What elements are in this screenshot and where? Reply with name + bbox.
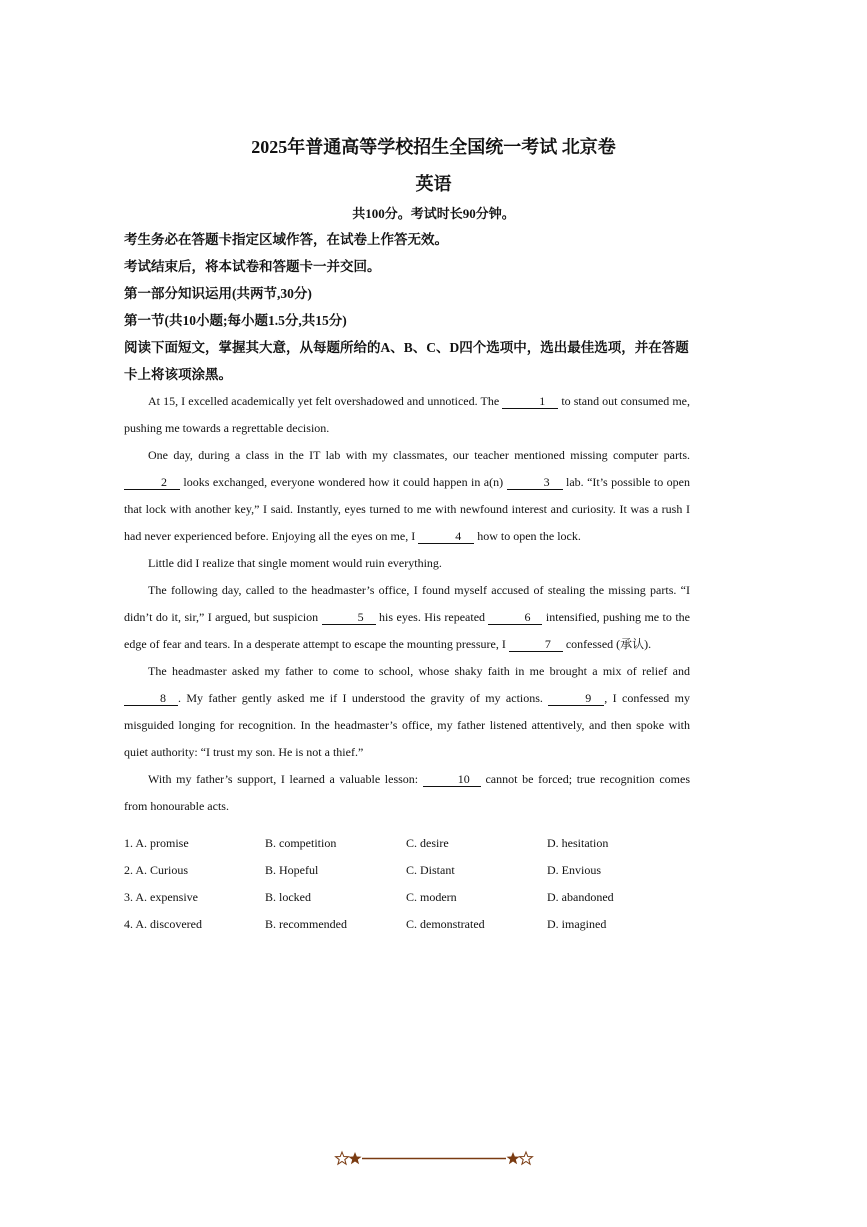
option-1b: B. competition xyxy=(265,836,337,850)
option-3d: D. abandoned xyxy=(547,890,614,904)
option-3c: C. modern xyxy=(406,890,457,904)
passage-paragraph-2: One day, during a class in the IT lab with my classmates, our teacher mentioned missing computer parts. 2 looks exchanged, everyone wondered how it could happen in a(n) 3 lab. “It’s possible to open that lock with another key,” I said. Instantly, eyes turned to me with newfound interest and curiosity. It was a rush I had never experienced before. Enjoying all the eyes on me, I 4 how to open the lock. xyxy=(124,448,690,543)
section-one-heading: 第一节(共10小题;每小题1.5分,共15分) xyxy=(124,313,347,328)
option-4d: D. imagined xyxy=(547,917,607,931)
passage-paragraph-1: At 15, I excelled academically yet felt overshadowed and unnoticed. The 1 to stand out consumed me, pushing me towards a regrettable decision. xyxy=(124,394,690,435)
blank-7: 7 xyxy=(509,637,563,652)
blank-9: 9 xyxy=(548,691,604,706)
options-list xyxy=(124,830,688,938)
passage-paragraph-3: Little did I realize that single moment would ruin everything. xyxy=(148,556,442,570)
footer-decoration xyxy=(0,1150,867,1171)
blank-6: 6 xyxy=(488,610,542,625)
subject-title: 英语 xyxy=(415,174,452,194)
option-2b: B. Hopeful xyxy=(265,863,319,877)
instruction-return: 考试结束后，将本试卷和答题卡一并交回。 xyxy=(124,259,381,274)
option-4a: 4. A. discovered xyxy=(124,917,202,931)
option-2a: 2. A. Curious xyxy=(124,863,189,877)
blank-3: 3 xyxy=(507,475,563,490)
option-1c: C. desire xyxy=(406,836,449,850)
blank-2: 2 xyxy=(124,475,180,490)
passage-paragraph-4: The following day, called to the headmaster’s office, I found myself accused of stealing the missing parts. “I didn’t do it, sir,” I argued, but suspicion 5 his eyes. His repeated 6 intensified, pushing me to the edge of fear and tears. In a desperate attempt to escape the mounting pressure, I 7 confessed (承认). xyxy=(124,583,690,651)
option-2d: D. Envious xyxy=(547,863,601,877)
option-4b: B. recommended xyxy=(265,917,347,931)
option-3b: B. locked xyxy=(265,890,311,904)
cloze-passage xyxy=(124,388,690,820)
exam-meta: 共100分。考试时长90分钟。 xyxy=(352,206,515,221)
instruction-answer-card: 考生务必在答题卡指定区域作答，在试卷上作答无效。 xyxy=(124,232,448,247)
question-3-options xyxy=(124,884,688,911)
option-2c: C. Distant xyxy=(406,863,455,877)
option-3a: 3. A. expensive xyxy=(124,890,198,904)
blank-5: 5 xyxy=(322,610,376,625)
question-4-options xyxy=(124,911,688,938)
part-one-heading: 第一部分知识运用(共两节,30分) xyxy=(124,286,312,301)
passage-paragraph-6: With my father’s support, I learned a valuable lesson: 10 cannot be forced; true recognition comes from honourable acts. xyxy=(124,772,690,813)
blank-4: 4 xyxy=(418,529,474,544)
option-1a: 1. A. promise xyxy=(124,836,189,850)
question-1-options xyxy=(124,830,688,857)
blank-10: 10 xyxy=(423,772,481,787)
blank-8: 8 xyxy=(124,691,178,706)
blank-1: 1 xyxy=(502,394,558,409)
exam-title: 2025年普通高等学校招生全国统一考试 北京卷 xyxy=(251,137,616,157)
star-divider-icon xyxy=(334,1150,534,1166)
option-4c: C. demonstrated xyxy=(406,917,485,931)
section-directions: 阅读下面短文，掌握其大意，从每题所给的A、B、C、D四个选项中，选出最佳选项，并在答题卡上将该项涂黑。 xyxy=(124,340,689,382)
option-1d: D. hesitation xyxy=(547,836,609,850)
passage-paragraph-5: The headmaster asked my father to come to school, whose shaky faith in me brought a mix of relief and 8 . My father gently asked me if I understood the gravity of my actions. 9 , I confessed my misguided longing for recognition. In the headmaster’s office, my father listened attentively, and then spoke with quiet authority: “I trust my son. He is not a thief.” xyxy=(124,664,691,759)
question-2-options xyxy=(124,857,688,884)
